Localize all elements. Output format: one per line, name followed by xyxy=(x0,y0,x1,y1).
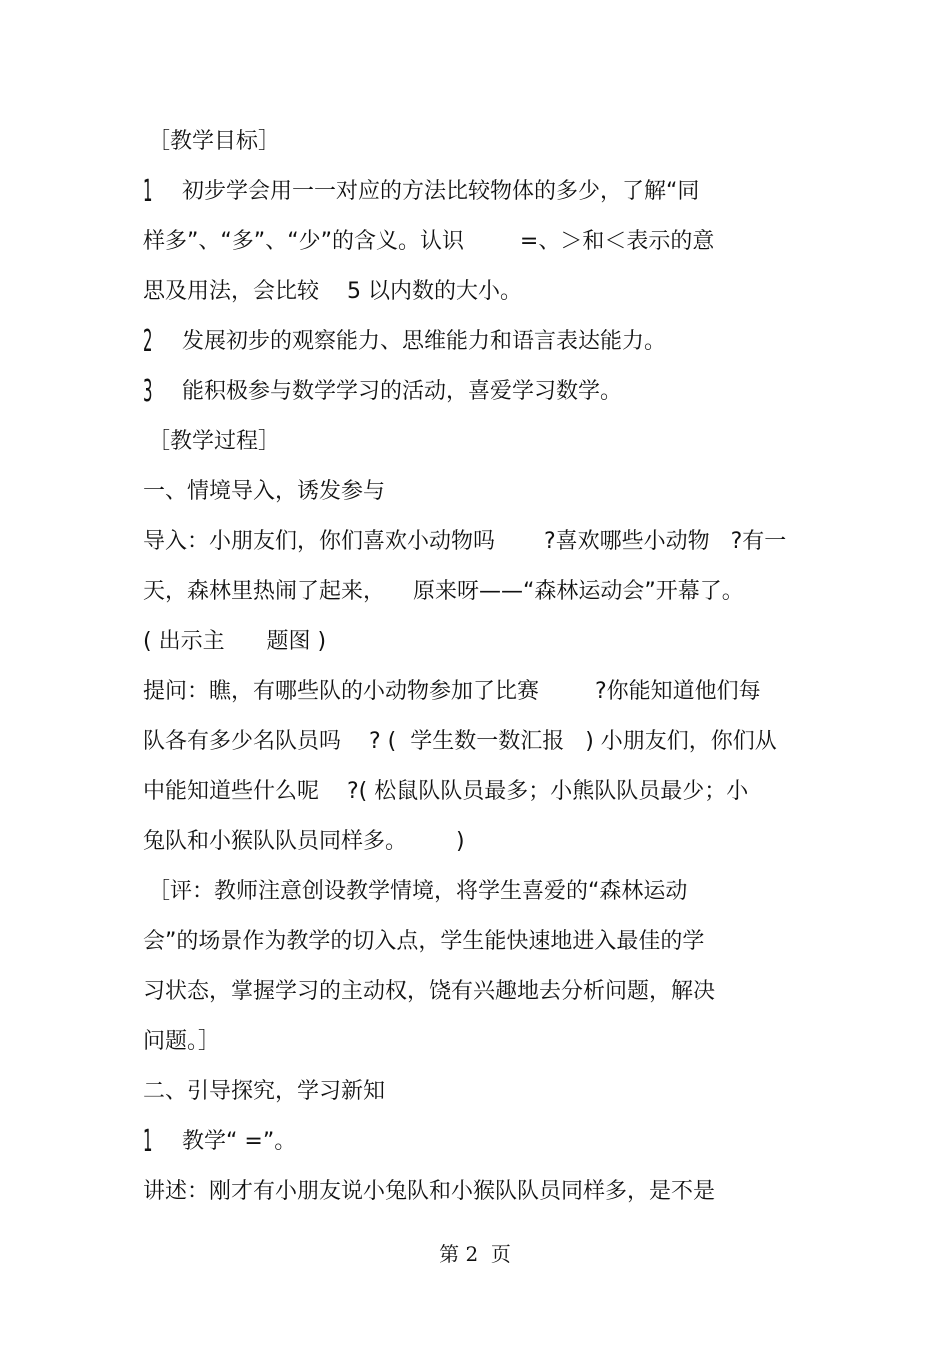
item-1-number: 1 xyxy=(143,1124,153,1159)
intro-paragraph-line-2: 天，森林里热闹了起来， 原来呀——“森林运动会”开幕了。 xyxy=(143,579,744,604)
comment-line-3: 习状态，掌握学习的主动权，饶有兴趣地去分析问题，解决 xyxy=(143,979,716,1004)
intro-paragraph-line-1: 导入：小朋友们，你们喜欢小动物吗 ?喜欢哪些小动物 ?有一 xyxy=(143,529,787,554)
heading-teaching-process: ［教学过程］ xyxy=(148,429,281,454)
question-paragraph-line-2: 队各有多少名队员吗 ? ( 学生数一数汇报 ) 小朋友们，你们从 xyxy=(143,729,777,754)
heading-teaching-goals: ［教学目标］ xyxy=(148,129,281,154)
goal-2-number: 2 xyxy=(143,324,153,359)
goal-3-number: 3 xyxy=(143,374,153,409)
question-paragraph-line-1: 提问：瞧，有哪些队的小动物参加了比赛 ?你能知道他们每 xyxy=(143,679,761,704)
goal-3-text: 能积极参与数学学习的活动，喜爱学习数学。 xyxy=(182,379,623,404)
goal-1-line-1: 初步学会用一一对应的方法比较物体的多少，了解“同 xyxy=(182,179,700,204)
page-number-footer: 第 2 页 xyxy=(439,1242,511,1266)
goal-1-line-2: 样多”、“多”、“少”的含义。认识 =、＞和＜表示的意 xyxy=(143,229,715,254)
question-paragraph-line-3: 中能知道些什么呢 ?( 松鼠队队员最多；小熊队队员最少；小 xyxy=(143,779,749,804)
goal-1-line-3: 思及用法，会比较 5 以内数的大小。 xyxy=(143,279,522,304)
question-paragraph-line-4: 兔队和小猴队队员同样多。 ) xyxy=(143,829,465,854)
comment-line-2: 会”的场景作为教学的切入点，学生能快速地进入最佳的学 xyxy=(143,929,705,954)
comment-line-1: ［评：教师注意创设教学情境，将学生喜爱的“森林运动 xyxy=(148,879,688,904)
section-2-title: 二、引导探究，学习新知 xyxy=(143,1079,386,1104)
intro-paragraph-line-3: ( 出示主 题图 ) xyxy=(143,629,327,654)
section-1-title: 一、情境导入，诱发参与 xyxy=(143,479,386,504)
explanation-line-1: 讲述：刚才有小朋友说小兔队和小猴队队员同样多，是不是 xyxy=(143,1179,716,1204)
item-1-text: 教学“ =”。 xyxy=(182,1129,297,1154)
goal-2-text: 发展初步的观察能力、思维能力和语言表达能力。 xyxy=(182,329,667,354)
goal-1-number: 1 xyxy=(143,174,153,209)
comment-line-4: 问题。］ xyxy=(143,1029,221,1054)
